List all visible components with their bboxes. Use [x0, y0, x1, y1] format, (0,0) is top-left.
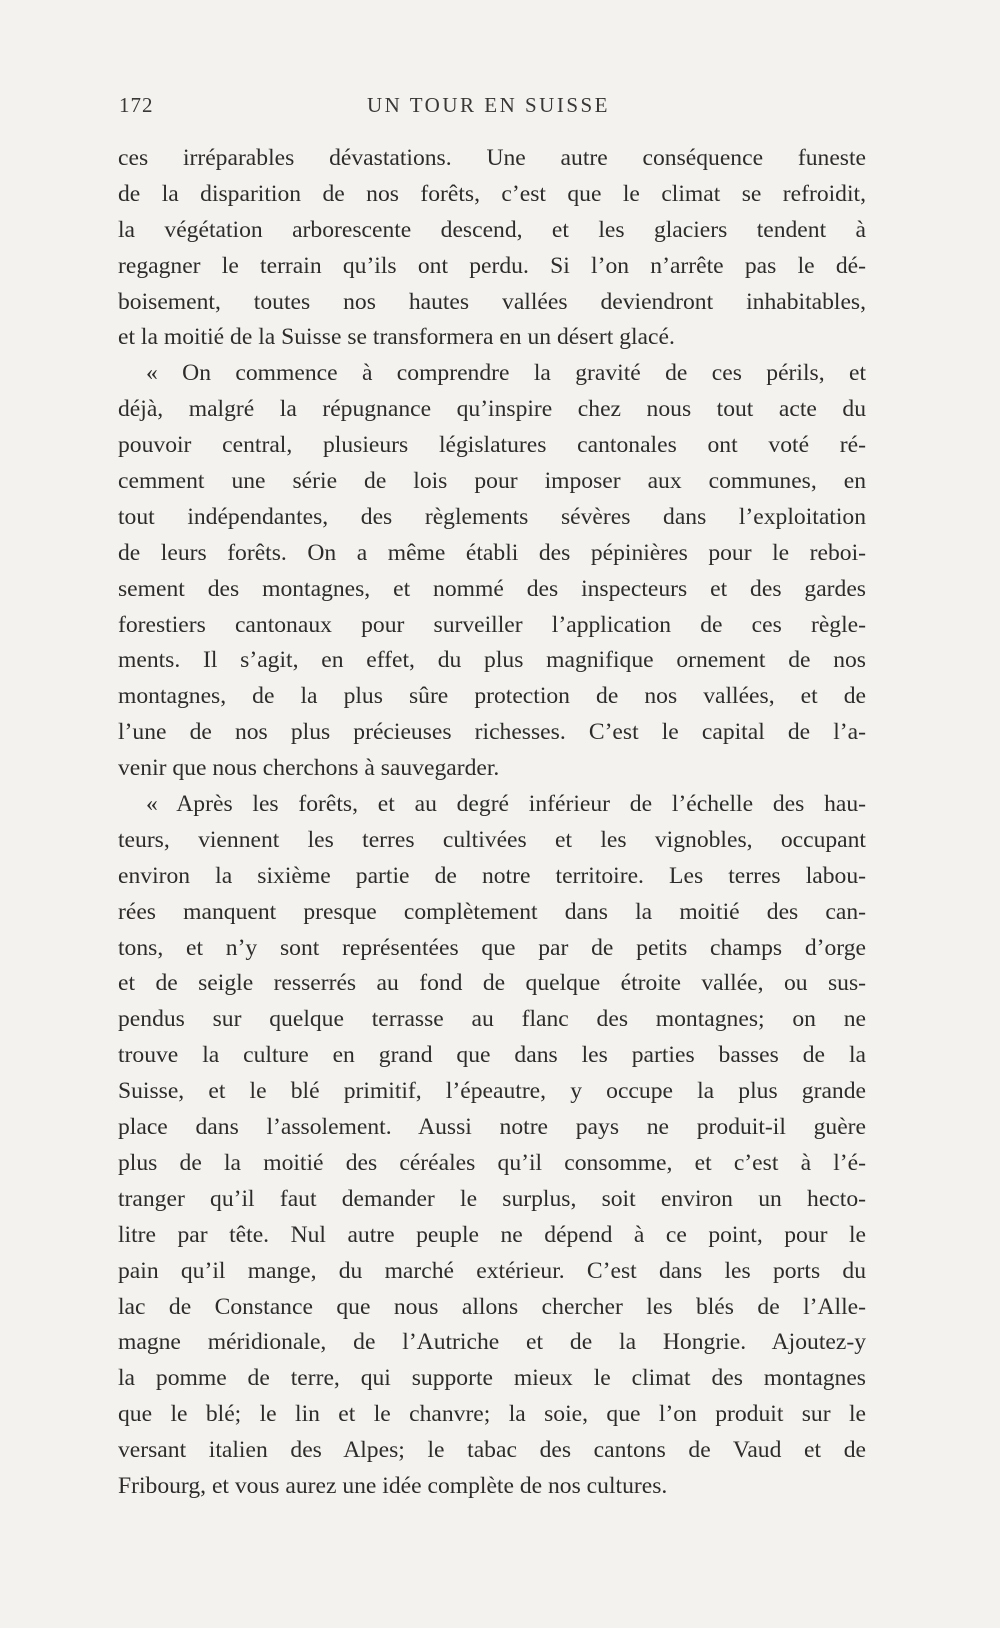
- text-line: pain qu’il mange, du marché extérieur. C’est dans les ports du: [118, 1257, 866, 1284]
- text-line: l’une de nos plus précieuses richesses. C’est le capital de l’a-: [118, 719, 866, 746]
- text-line: « Après les forêts, et au degré inférieur de l’échelle des hau-: [146, 791, 866, 818]
- text-line: regagner le terrain qu’ils ont perdu. Si l’on n’arrête pas le dé-: [118, 252, 866, 279]
- text-line: « On commence à comprendre la gravité de ces périls, et: [146, 360, 866, 387]
- text-line: environ la sixième partie de notre territoire. Les terres labou-: [118, 862, 866, 889]
- text-line: tout indépendantes, des règlements sévères dans l’exploitation: [118, 503, 866, 530]
- text-line: litre par tête. Nul autre peuple ne dépend à ce point, pour le: [118, 1221, 866, 1248]
- page-header: [119, 93, 865, 123]
- text-line: venir que nous cherchons à sauvegarder.: [118, 755, 500, 782]
- text-line: forestiers cantonaux pour surveiller l’application de ces règle-: [118, 611, 866, 638]
- text-line: pouvoir central, plusieurs législatures cantonales ont voté ré-: [118, 432, 866, 459]
- text-line: Suisse, et le blé primitif, l’épeautre, y occupe la plus grande: [118, 1078, 866, 1105]
- text-line: lac de Constance que nous allons chercher les blés de l’Alle-: [118, 1293, 866, 1320]
- text-line: plus de la moitié des céréales qu’il consomme, et c’est à l’é-: [118, 1149, 866, 1176]
- text-line: Fribourg, et vous aurez une idée complète de nos cultures.: [118, 1472, 668, 1499]
- text-line: teurs, viennent les terres cultivées et les vignobles, occupant: [118, 826, 866, 853]
- text-line: cemment une série de lois pour imposer aux communes, en: [118, 468, 866, 495]
- text-line: ments. Il s’agit, en effet, du plus magnifique ornement de nos: [118, 647, 866, 674]
- text-line: et de seigle resserrés au fond de quelque étroite vallée, ou sus-: [118, 970, 866, 997]
- text-line: tranger qu’il faut demander le surplus, soit environ un hecto-: [118, 1185, 866, 1212]
- text-line: sement des montagnes, et nommé des inspecteurs et des gardes: [118, 575, 866, 602]
- text-line: la pomme de terre, qui supporte mieux le climat des montagnes: [118, 1365, 866, 1392]
- page-number: 172: [119, 93, 154, 117]
- text-line: trouve la culture en grand que dans les parties basses de la: [118, 1042, 866, 1069]
- body-text: [118, 141, 866, 1505]
- text-line: rées manquent presque complètement dans la moitié des can-: [118, 898, 866, 925]
- running-title: UN TOUR EN SUISSE: [367, 93, 611, 117]
- text-line: magne méridionale, de l’Autriche et de la Hongrie. Ajoutez-y: [118, 1329, 866, 1356]
- text-line: et la moitié de la Suisse se transformera en un désert glacé.: [118, 324, 675, 351]
- text-line: tons, et n’y sont représentées que par de petits champs d’orge: [118, 934, 866, 961]
- text-line: boisement, toutes nos hautes vallées deviendront inhabitables,: [118, 288, 866, 315]
- text-line: déjà, malgré la répugnance qu’inspire chez nous tout acte du: [118, 396, 866, 423]
- text-line: versant italien des Alpes; le tabac des cantons de Vaud et de: [118, 1437, 866, 1464]
- text-line: montagnes, de la plus sûre protection de nos vallées, et de: [118, 683, 866, 710]
- text-line: place dans l’assolement. Aussi notre pays ne produit-il guère: [118, 1114, 866, 1141]
- text-line: de la disparition de nos forêts, c’est que le climat se refroidit,: [118, 180, 866, 207]
- text-line: de leurs forêts. On a même établi des pépinières pour le reboi-: [118, 539, 866, 566]
- text-line: la végétation arborescente descend, et les glaciers tendent à: [118, 216, 866, 243]
- text-line: pendus sur quelque terrasse au flanc des montagnes; on ne: [118, 1006, 866, 1033]
- text-line: ces irréparables dévastations. Une autre conséquence funeste: [118, 145, 866, 171]
- text-line: que le blé; le lin et le chanvre; la soie, que l’on produit sur le: [118, 1401, 866, 1428]
